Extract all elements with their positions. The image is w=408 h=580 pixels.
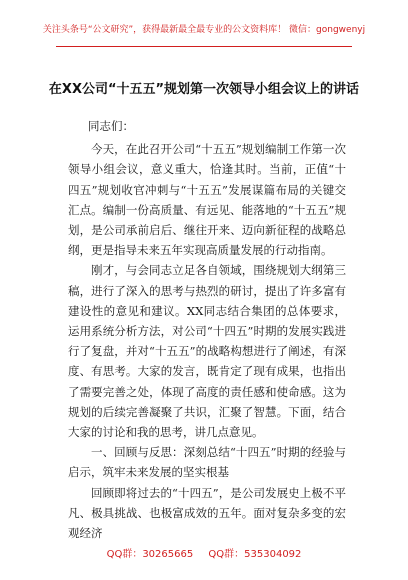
header-divider (56, 46, 352, 47)
paragraph-2: 刚才，与会同志立足各自领域，围绕规划大纲第三稿，进行了深入的思考与热烈的研讨，提出了许多富有建设性的意见和建议。XX同志结合集团的总体要求，运用系统分析方法，对公司“十四五”时期的发展实践进行了复盘，并对“十五五”的战略构想进行了阐述，有深度、有思考。大家的发言，既肯定了现有成果，也指出了需要完善之处，体现了高度的责任感和使命感。这为规划的后续完善凝聚了共识，汇聚了智慧。下面，结合大家的讨论和我的思考，讲几点意见。 (68, 263, 346, 440)
footer-qq-groups (0, 545, 408, 560)
header-promo-note: 关注头条号“公文研究”，获得最新最全最专业的公文资料库！ 微信：gongwenyj (42, 25, 366, 35)
paragraph-3: 回顾即将过去的“十四五”，是公司发展史上极不平凡、极具挑战、也极富成效的五年。面对复杂多变的宏观经济 (68, 485, 346, 541)
footer-qq-group-2: QQ群：535304092 (208, 549, 302, 560)
document-body (68, 116, 346, 543)
section-heading-1: 一、回顾与反思：深刻总结“十四五”时期的经验与启示，筑牢未来发展的坚实根基 (68, 445, 346, 480)
document-title: 在XX公司“十五五”规划第一次领导小组会议上的讲话 (48, 82, 360, 97)
paragraph-1: 今天，在此召开公司“十五五”规划编制工作第一次领导小组会议，意义重大，恰逢其时。当前，正值“十四五”规划收官冲刺与“十五五”发展谋篇布局的关键交汇点。编制一份高质量、有远见、能落地的“十五五”规划，是公司承前启后、继往开来、迈向新征程的战略总纲，更是指导未来五年实现高质量发展的行动指南。 (68, 142, 346, 258)
footer-qq-group-1: QQ群：30265665 (106, 549, 194, 560)
salutation: 同志们： (88, 119, 134, 133)
